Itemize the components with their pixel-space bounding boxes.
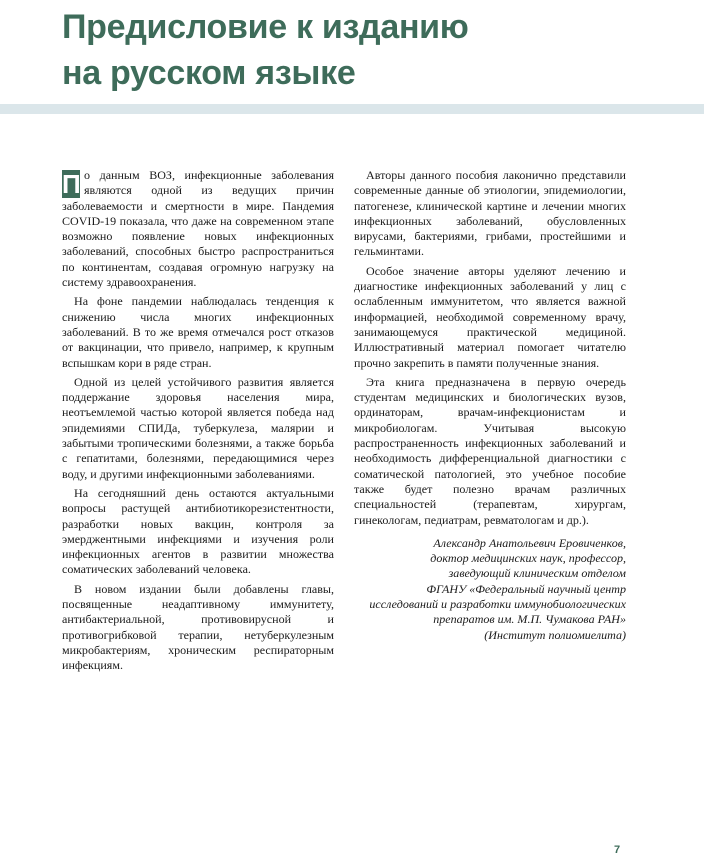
drop-cap: П [62,169,81,199]
paragraph: Авторы данного пособия лаконично представили современные данные об этиологии, эпидемиологии, патогенезе, клинической картине и лечении многих инфекционных заболеваний, обусловленных вирусами, бактериями, грибами, простейшими и гельминтами. [354,168,626,259]
signature-line: исследований и разработки иммунобиологических [369,597,626,612]
signature-line: доктор медицинских наук, профессор, [430,551,626,566]
page-title-line-1: Предисловие к изданию [62,8,469,46]
signature-line: ФГАНУ «Федеральный научный центр [426,581,626,596]
left-column [62,168,334,678]
paragraph: Эта книга предназначена в первую очередь студентам медицинских и биологических вузов, ординаторам, врачам-инфекционистам и микробиологам. Учитывая высокую распространенность инфекционных заболеваний и необходимость дифференциальной диагностики с соматической патологией, это учебное пособие также будет полезно врачам различных специальностей (терапевтам, хирургам, гинекологам, педиатрам, ревматологам и др.). [354,374,626,527]
paragraph [62,168,334,290]
signature-line: (Институт полиомиелита) [484,627,626,642]
page-title-line-2: на русском языке [62,54,356,92]
right-column [354,168,626,643]
paragraph: Одной из целей устойчивого развития является поддержание здоровья населения мира, неотъемлемой частью которой является победа над эпидемиями СПИДа, туберкулеза, малярии и забытыми тропическими болезнями, а также борьба с гепатитами, болезнями, передающимися через воду, и другими инфекционными заболеваниями. [62,374,334,481]
signature-block [354,536,626,643]
page-title [62,4,469,96]
page-number: 7 [614,844,621,856]
signature-name: Александр Анатольевич Еровиченков, [433,535,626,550]
paragraph: На фоне пандемии наблюдалась тенденция к снижению числа многих инфекционных заболеваний. В то же время отмечался рост отказов от вакцинации, что привело, например, к крупным вспышкам кори в ряде стран. [62,294,334,370]
paragraph: На сегодняшний день остаются актуальными вопросы растущей антибиотикорезистентности, разработки новых вакцин, контроля за эмерджентными инфекциями и изучения роли инфекционных агентов в развитии множества соматических заболеваний человека. [62,485,334,577]
paragraph: В новом издании были добавлены главы, посвященные неадаптивному иммунитету, антибактериальной, противовирусной и противогрибковой терапии, нетуберкулезным микробактериям, хроническим респираторным инфекциям. [62,581,334,673]
paragraph: Особое значение авторы уделяют лечению и диагностике инфекционных заболеваний у лиц с ослабленным иммунитетом, что является важной информацией, необходимой современному врачу, занимающемуся практической медициной. Иллюстративный материал помогает читателю прочно закрепить в памяти полученные знания. [354,263,626,370]
paragraph-text: о данным ВОЗ, инфекционные заболевания являются одной из ведущих причин заболеваемости и смертности в мире. Пандемия COVID-19 показала, что даже на современном этапе возможно появление новых инфекционных заболеваний, способных быстро распространиться по континентам, создавая огромную нагрузку на систему здравоохранения. [62,168,334,290]
signature-line: заведующий клиническим отделом [448,566,626,581]
header-divider [0,104,704,114]
signature-line: препаратов им. М.П. Чумакова РАН» [433,612,626,627]
